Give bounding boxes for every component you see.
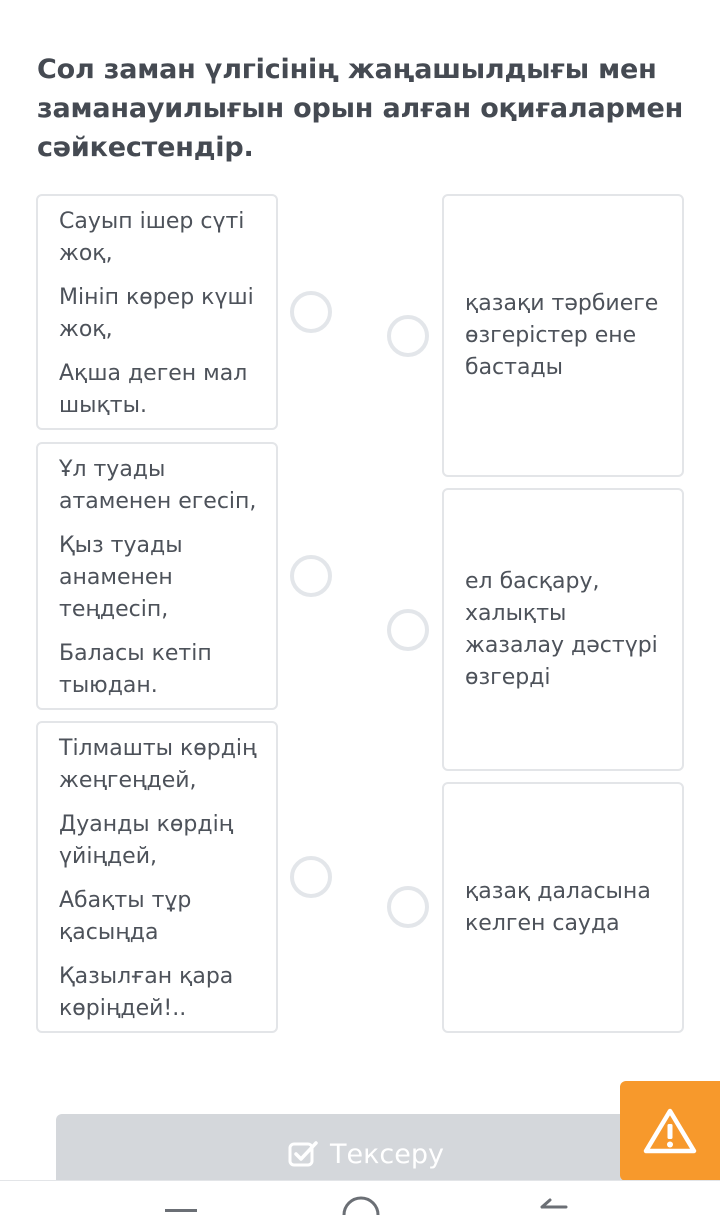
stanza-line: Ұл туады атаменен егесіп, bbox=[59, 457, 257, 514]
right-match-item-1[interactable] bbox=[442, 194, 684, 477]
left-match-item-1[interactable] bbox=[36, 194, 278, 430]
right-connector-dot-3[interactable] bbox=[387, 886, 429, 928]
menu-icon[interactable] bbox=[163, 1195, 199, 1215]
warning-button[interactable] bbox=[620, 1081, 720, 1181]
right-item-text: ел басқару, халықты жазалау дәстүрі өзгерді bbox=[465, 568, 658, 690]
home-icon[interactable] bbox=[341, 1195, 381, 1215]
right-match-item-3[interactable] bbox=[442, 782, 684, 1033]
stanza-line: Абақты тұр қасыңда bbox=[59, 888, 192, 945]
checkbox-icon bbox=[288, 1140, 320, 1168]
stanza-line: Ақша деген мал шықты. bbox=[59, 361, 248, 418]
stanza-line: Қазылған қара көріңдей!.. bbox=[59, 964, 234, 1021]
right-item-text: қазақи тәрбиеге өзгерістер ене бастады bbox=[465, 290, 659, 380]
stanza-line: Қыз туады анаменен теңдесіп, bbox=[59, 533, 183, 622]
stanza-line: Тілмашты көрдің жеңгеңдей, bbox=[59, 736, 257, 793]
left-connector-dot-2[interactable] bbox=[290, 555, 332, 597]
left-match-item-3[interactable] bbox=[36, 721, 278, 1033]
left-match-item-2[interactable] bbox=[36, 442, 278, 710]
right-match-item-2[interactable] bbox=[442, 488, 684, 771]
stanza-line: Мініп көрер күші жоқ, bbox=[59, 285, 254, 342]
stanza-line: Дуанды көрдің үйіңдей, bbox=[59, 812, 234, 869]
right-connector-dot-2[interactable] bbox=[387, 609, 429, 651]
stanza-line: Баласы кетіп тыюдан. bbox=[59, 641, 212, 698]
check-button-label: Тексеру bbox=[330, 1138, 444, 1170]
warning-icon bbox=[643, 1107, 697, 1155]
stanza-line: Сауып ішер сүті жоқ, bbox=[59, 209, 245, 266]
right-item-text: қазақ даласына келген сауда bbox=[465, 878, 651, 936]
right-connector-dot-1[interactable] bbox=[387, 315, 429, 357]
left-connector-dot-1[interactable] bbox=[290, 291, 332, 333]
back-icon[interactable] bbox=[528, 1195, 568, 1215]
left-connector-dot-3[interactable] bbox=[290, 856, 332, 898]
question-title: Сол заман үлгісінің жаңашылдығы мен заманауилығын орын алған оқиғалармен сәйкестендір. bbox=[37, 54, 684, 163]
